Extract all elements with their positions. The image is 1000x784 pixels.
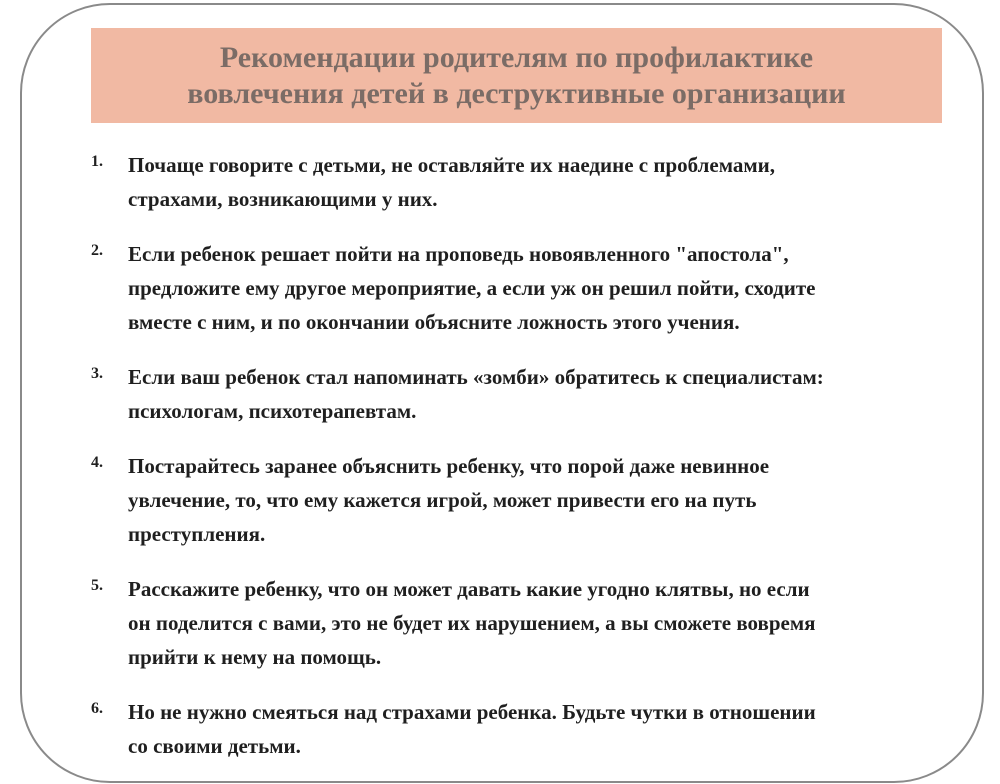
item-text-line: Расскажите ребенку, что он может давать какие угодно клятвы, но если	[128, 577, 810, 601]
item-number: 4.	[91, 454, 103, 471]
item-number: 1.	[91, 153, 103, 170]
item-text-line: страхами, возникающими у них.	[128, 187, 438, 211]
item-number: 3.	[91, 365, 103, 382]
title-line-1: Рекомендации родителям по профилактике	[219, 40, 814, 74]
item-text-line: увлечение, то, что ему кажется игрой, может привести его на путь	[128, 488, 757, 512]
item-number: 6.	[91, 700, 103, 717]
recommendations-list	[91, 148, 961, 784]
item-text-line: Если ребенок решает пойти на проповедь новоявленного "апостола",	[128, 242, 789, 266]
item-text-line: Почаще говорите с детьми, не оставляйте их наедине с проблемами,	[128, 153, 776, 177]
item-text-line: преступления.	[128, 522, 266, 546]
item-text-line: со своими детьми.	[128, 734, 301, 758]
list-item	[91, 360, 961, 428]
list-item	[91, 449, 961, 551]
item-text-line: Но не нужно смеяться над страхами ребенка. Будьте чутки в отношении	[128, 700, 816, 724]
item-number: 5.	[91, 577, 103, 594]
item-text-line: предложите ему другое мероприятие, а если уж он решил пойти, сходите	[128, 276, 816, 300]
item-text	[128, 695, 961, 763]
item-text-line: прийти к нему на помощь.	[128, 645, 382, 669]
item-text-line: вместе с ним, и по окончании объясните ложность этого учения.	[128, 310, 740, 334]
item-number: 2.	[91, 242, 103, 259]
list-item	[91, 695, 961, 763]
item-text	[128, 237, 961, 339]
item-text	[128, 572, 961, 674]
title-banner	[91, 28, 942, 123]
item-text-line: Если ваш ребенок стал напоминать «зомби» обратитесь к специалистам:	[128, 365, 824, 389]
item-text	[128, 148, 961, 216]
item-text-line: психологам, психотерапевтам.	[128, 399, 417, 423]
title-line-2: вовлечения детей в деструктивные организации	[187, 76, 846, 110]
item-text	[128, 360, 961, 428]
item-text-line: Постарайтесь заранее объяснить ребенку, что порой даже невинное	[128, 454, 770, 478]
list-item	[91, 237, 961, 339]
list-item	[91, 572, 961, 674]
item-text	[128, 449, 961, 551]
item-text-line: он поделится с вами, это не будет их нарушением, а вы сможете вовремя	[128, 611, 816, 635]
list-item	[91, 148, 961, 216]
